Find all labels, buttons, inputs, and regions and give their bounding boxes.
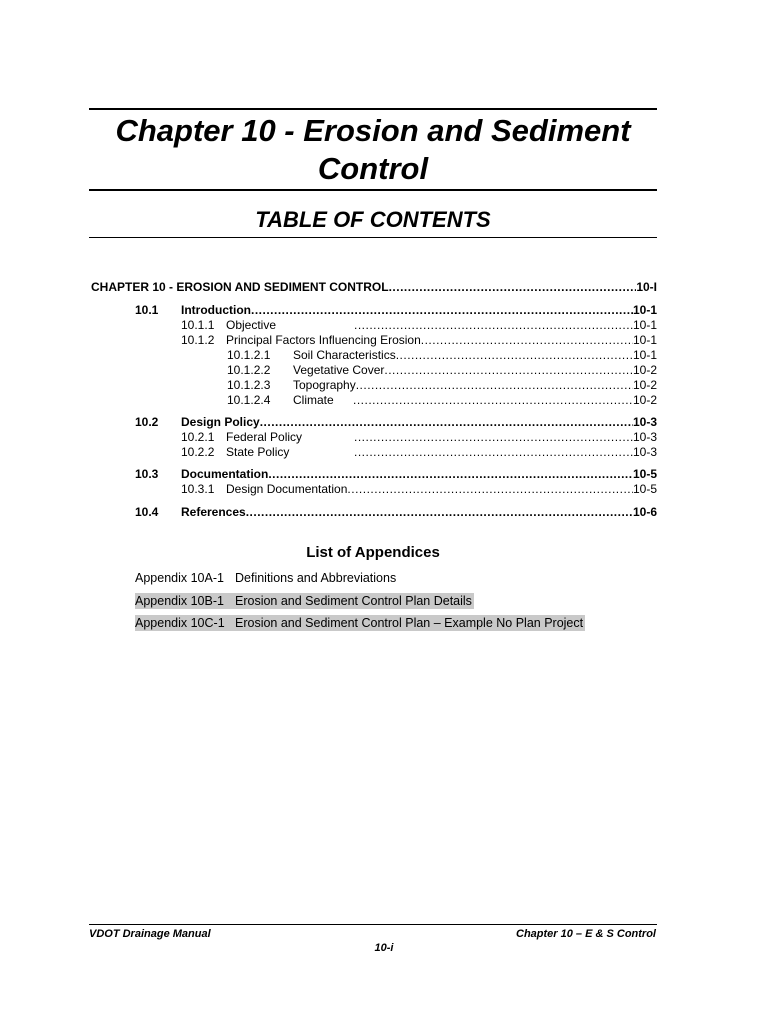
footer-rule [89, 924, 657, 925]
toc-entry-title: Soil Characteristics [293, 348, 396, 362]
toc-entry-number: 10.1.2.1 [227, 348, 271, 362]
chapter-title-line1: Chapter 10 - Erosion and Sediment [115, 113, 631, 148]
toc-entry-page: 10-2 [632, 363, 657, 377]
toc-entry-title: State Policy [226, 445, 290, 459]
toc-leader [354, 445, 633, 460]
toc-leader [396, 348, 633, 363]
toc-entry-number: 10.1.2.4 [227, 393, 271, 407]
footer-page-number: 10-i [374, 942, 394, 954]
toc-entry-title: Topography [293, 378, 356, 392]
toc-entry-number: 10.1.2 [181, 333, 215, 347]
toc-entry-page: 10-1 [632, 303, 657, 317]
toc-entry-10-2[interactable] [135, 415, 657, 430]
toc-entry-title: Objective [226, 318, 277, 332]
toc-entry-number: 10.2 [135, 415, 159, 429]
toc-entry-number: 10.4 [135, 505, 159, 519]
footer-chapter-name: Chapter 10 – E & S Control [516, 928, 656, 940]
toc-heading-rule [89, 237, 657, 238]
toc-entry-title: Vegetative Cover [293, 363, 385, 377]
toc-entry-10-3[interactable] [135, 467, 657, 482]
chapter-title [89, 112, 657, 188]
toc-entry-title: CHAPTER 10 - EROSION AND SEDIMENT CONTROL [91, 280, 389, 294]
toc-leader [246, 505, 633, 520]
toc-entry-10-1[interactable] [135, 303, 657, 318]
toc-entry-number: 10.2.1 [181, 430, 215, 444]
toc-entry-page: 10-2 [632, 378, 657, 392]
toc-entry-page: 10-1 [632, 348, 657, 362]
toc-entry-page: 10-1 [632, 318, 657, 332]
toc-entry-page: 10-3 [632, 415, 657, 429]
toc-entry-10-4[interactable] [135, 505, 657, 520]
toc-leader [251, 303, 633, 318]
toc-entry-10-3-1[interactable] [181, 482, 657, 497]
toc-leader [354, 318, 633, 333]
appendix-item-highlighted[interactable] [135, 615, 585, 631]
toc-leader [356, 378, 633, 393]
toc-leader [353, 393, 633, 408]
toc-entry-title: Documentation [181, 467, 269, 481]
toc-leader [354, 430, 633, 445]
appendices-heading: List of Appendices [306, 544, 440, 561]
toc-entry-title: References [181, 505, 246, 519]
appendix-code: Appendix 10C-1 [135, 616, 225, 630]
appendix-code: Appendix 10B-1 [135, 594, 224, 608]
toc-entry-10-1-2[interactable] [181, 333, 657, 348]
toc-entry-number: 10.3 [135, 467, 159, 481]
toc-entry-10-1-1[interactable] [181, 318, 657, 333]
toc-entry-title: Design Documentation [226, 482, 348, 496]
toc-entry-10-1-2-2[interactable] [227, 363, 657, 378]
toc-entry-page: 10-3 [632, 430, 657, 444]
toc-entry-title: Principal Factors Influencing Erosion [226, 333, 421, 347]
toc-entry-10-2-2[interactable] [181, 445, 657, 460]
toc-entry-page: 10-6 [632, 505, 657, 519]
appendix-title: Definitions and Abbreviations [235, 571, 397, 585]
toc-entry-chapter[interactable] [91, 280, 657, 295]
toc-entry-number: 10.1 [135, 303, 159, 317]
toc-leader [389, 280, 637, 295]
toc-entry-page: 10-I [636, 280, 657, 294]
toc-entry-page: 10-3 [632, 445, 657, 459]
toc-entry-page: 10-1 [632, 333, 657, 347]
toc-entry-10-1-2-3[interactable] [227, 378, 657, 393]
appendix-title: Erosion and Sediment Control Plan – Example No Plan Project [235, 616, 584, 630]
toc-entry-number: 10.1.2.3 [227, 378, 271, 392]
toc-leader [260, 415, 633, 430]
toc-leader [421, 333, 633, 348]
toc-leader [268, 467, 633, 482]
toc-leader [384, 363, 633, 378]
toc-entry-10-2-1[interactable] [181, 430, 657, 445]
toc-entry-title: Federal Policy [226, 430, 303, 444]
footer-manual-name: VDOT Drainage Manual [89, 928, 211, 940]
toc-entry-page: 10-5 [632, 482, 657, 496]
appendix-item[interactable] [135, 570, 396, 586]
toc-entry-number: 10.2.2 [181, 445, 215, 459]
toc-entry-page: 10-5 [632, 467, 657, 481]
toc-entry-number: 10.1.2.2 [227, 363, 271, 377]
title-bottom-rule [89, 189, 657, 191]
toc-entry-page: 10-2 [632, 393, 657, 407]
toc-entry-number: 10.1.1 [181, 318, 215, 332]
toc-entry-number: 10.3.1 [181, 482, 215, 496]
toc-entry-title: Introduction [181, 303, 251, 317]
chapter-title-line2: Control [317, 151, 429, 186]
appendix-code: Appendix 10A-1 [135, 571, 224, 585]
top-rule [89, 108, 657, 110]
toc-heading: TABLE OF CONTENTS [255, 207, 491, 232]
toc-leader [347, 482, 633, 497]
toc-entry-title: Climate [293, 393, 334, 407]
toc-entry-10-1-2-1[interactable] [227, 348, 657, 363]
appendix-item-highlighted[interactable] [135, 593, 474, 609]
toc-entry-title: Design Policy [181, 415, 260, 429]
appendix-title: Erosion and Sediment Control Plan Details [235, 594, 472, 608]
toc-entry-10-1-2-4[interactable] [227, 393, 657, 408]
